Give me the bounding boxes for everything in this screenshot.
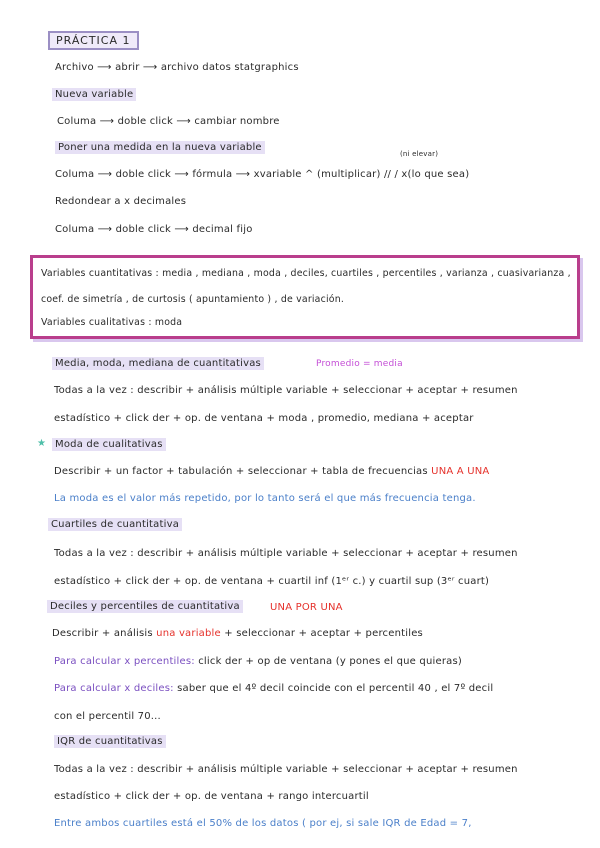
highlight: Moda de cualitativas [52,438,166,451]
promedio-note: Promedio = media [316,359,403,369]
highlight: Poner una medida en la nueva variable [55,141,265,154]
s5-line-2: estadístico + click der + op. de ventana + rango intercuartil [54,791,369,802]
s5-line-3: Entre ambos cuartiles está el 50% de los datos ( por ej, si sale IQR de Edad = 7, [54,818,472,829]
summary-line-3: Variables cualitativas : moda [41,317,183,328]
star-icon: ★ [37,438,47,449]
summary-line-1: Variables cuantitativas : media , mediana , moda , deciles, cuartiles , percentiles , varianza , cuasivarianza , [41,268,571,279]
side-note: (ni elevar) [400,150,439,158]
section-heading-cuartiles [48,519,182,530]
intro-line-4: Columa ⟶ doble click ⟶ decimal fijo [55,224,253,235]
s4-text: + seleccionar + aceptar + percentiles [220,628,423,639]
summary-box [30,255,580,339]
s4-text: click der + op de ventana (y pones el que quieras) [194,656,462,667]
heading-poner-medida [55,142,265,153]
highlight: Nueva variable [52,88,136,101]
s4-line-2 [54,656,462,667]
summary-line-2: coef. de simetría , de curtosis ( apuntamiento ) , de variación. [41,294,345,305]
s2-line-1 [54,466,489,477]
intro-line-1: Archivo ⟶ abrir ⟶ archivo datos statgraphics [55,62,299,73]
s3-line-2: estadístico + click der + op. de ventana + cuartil inf (1ᵉʳ c.) y cuartil sup (3ᵉʳ cuart) [54,576,490,587]
s3-line-1: Todas a la vez : describir + análisis múltiple variable + seleccionar + aceptar + resumen [54,548,518,559]
section-heading-moda [52,439,166,450]
s2-line-2: La moda es el valor más repetido, por lo tanto será el que más frecuencia tenga. [54,493,476,504]
intro-line-2: Columa ⟶ doble click ⟶ cambiar nombre [57,116,280,127]
s1-line-2: estadístico + click der + op. de ventana + moda , promedio, mediana + aceptar [54,413,474,424]
percentiles-label: Para calcular x percentiles: [54,656,195,667]
section-heading-iqr [54,736,166,747]
s1-line-1: Todas a la vez : describir + análisis múltiple variable + seleccionar + aceptar + resumen [54,385,518,396]
s4-line-3 [54,683,493,694]
highlight: Deciles y percentiles de cuantitativa [47,600,243,613]
una-variable-tag: una variable [156,628,221,639]
intro-line-3: Columa ⟶ doble click ⟶ fórmula ⟶ xvariable ^ (multiplicar) // / x(lo que sea) [55,169,470,180]
s5-line-1: Todas a la vez : describir + análisis múltiple variable + seleccionar + aceptar + resumen [54,764,518,775]
heading-redondear: Redondear a x decimales [55,196,187,207]
s4-line-4: con el percentil 70... [54,711,161,722]
page-title: PRÁCTICA 1 [48,31,139,50]
highlight: IQR de cuantitativas [54,735,166,748]
deciles-label: Para calcular x deciles: [54,683,174,694]
section-heading-media [52,358,264,369]
s4-text: saber que el 4º decil coincide con el percentil 40 , el 7º decil [173,683,494,694]
s2-text: Describir + un factor + tabulación + seleccionar + tabla de frecuencias [54,466,432,477]
highlight: Cuartiles de cuantitativa [48,518,182,531]
una-a-una-tag: UNA A UNA [431,466,490,477]
section-heading-deciles [47,601,243,612]
s4-line-1 [52,628,423,639]
highlight: Media, moda, mediana de cuantitativas [52,357,264,370]
heading-nueva-variable [52,89,136,100]
una-por-una-tag: UNA POR UNA [270,602,343,613]
s4-text: Describir + análisis [52,628,157,639]
